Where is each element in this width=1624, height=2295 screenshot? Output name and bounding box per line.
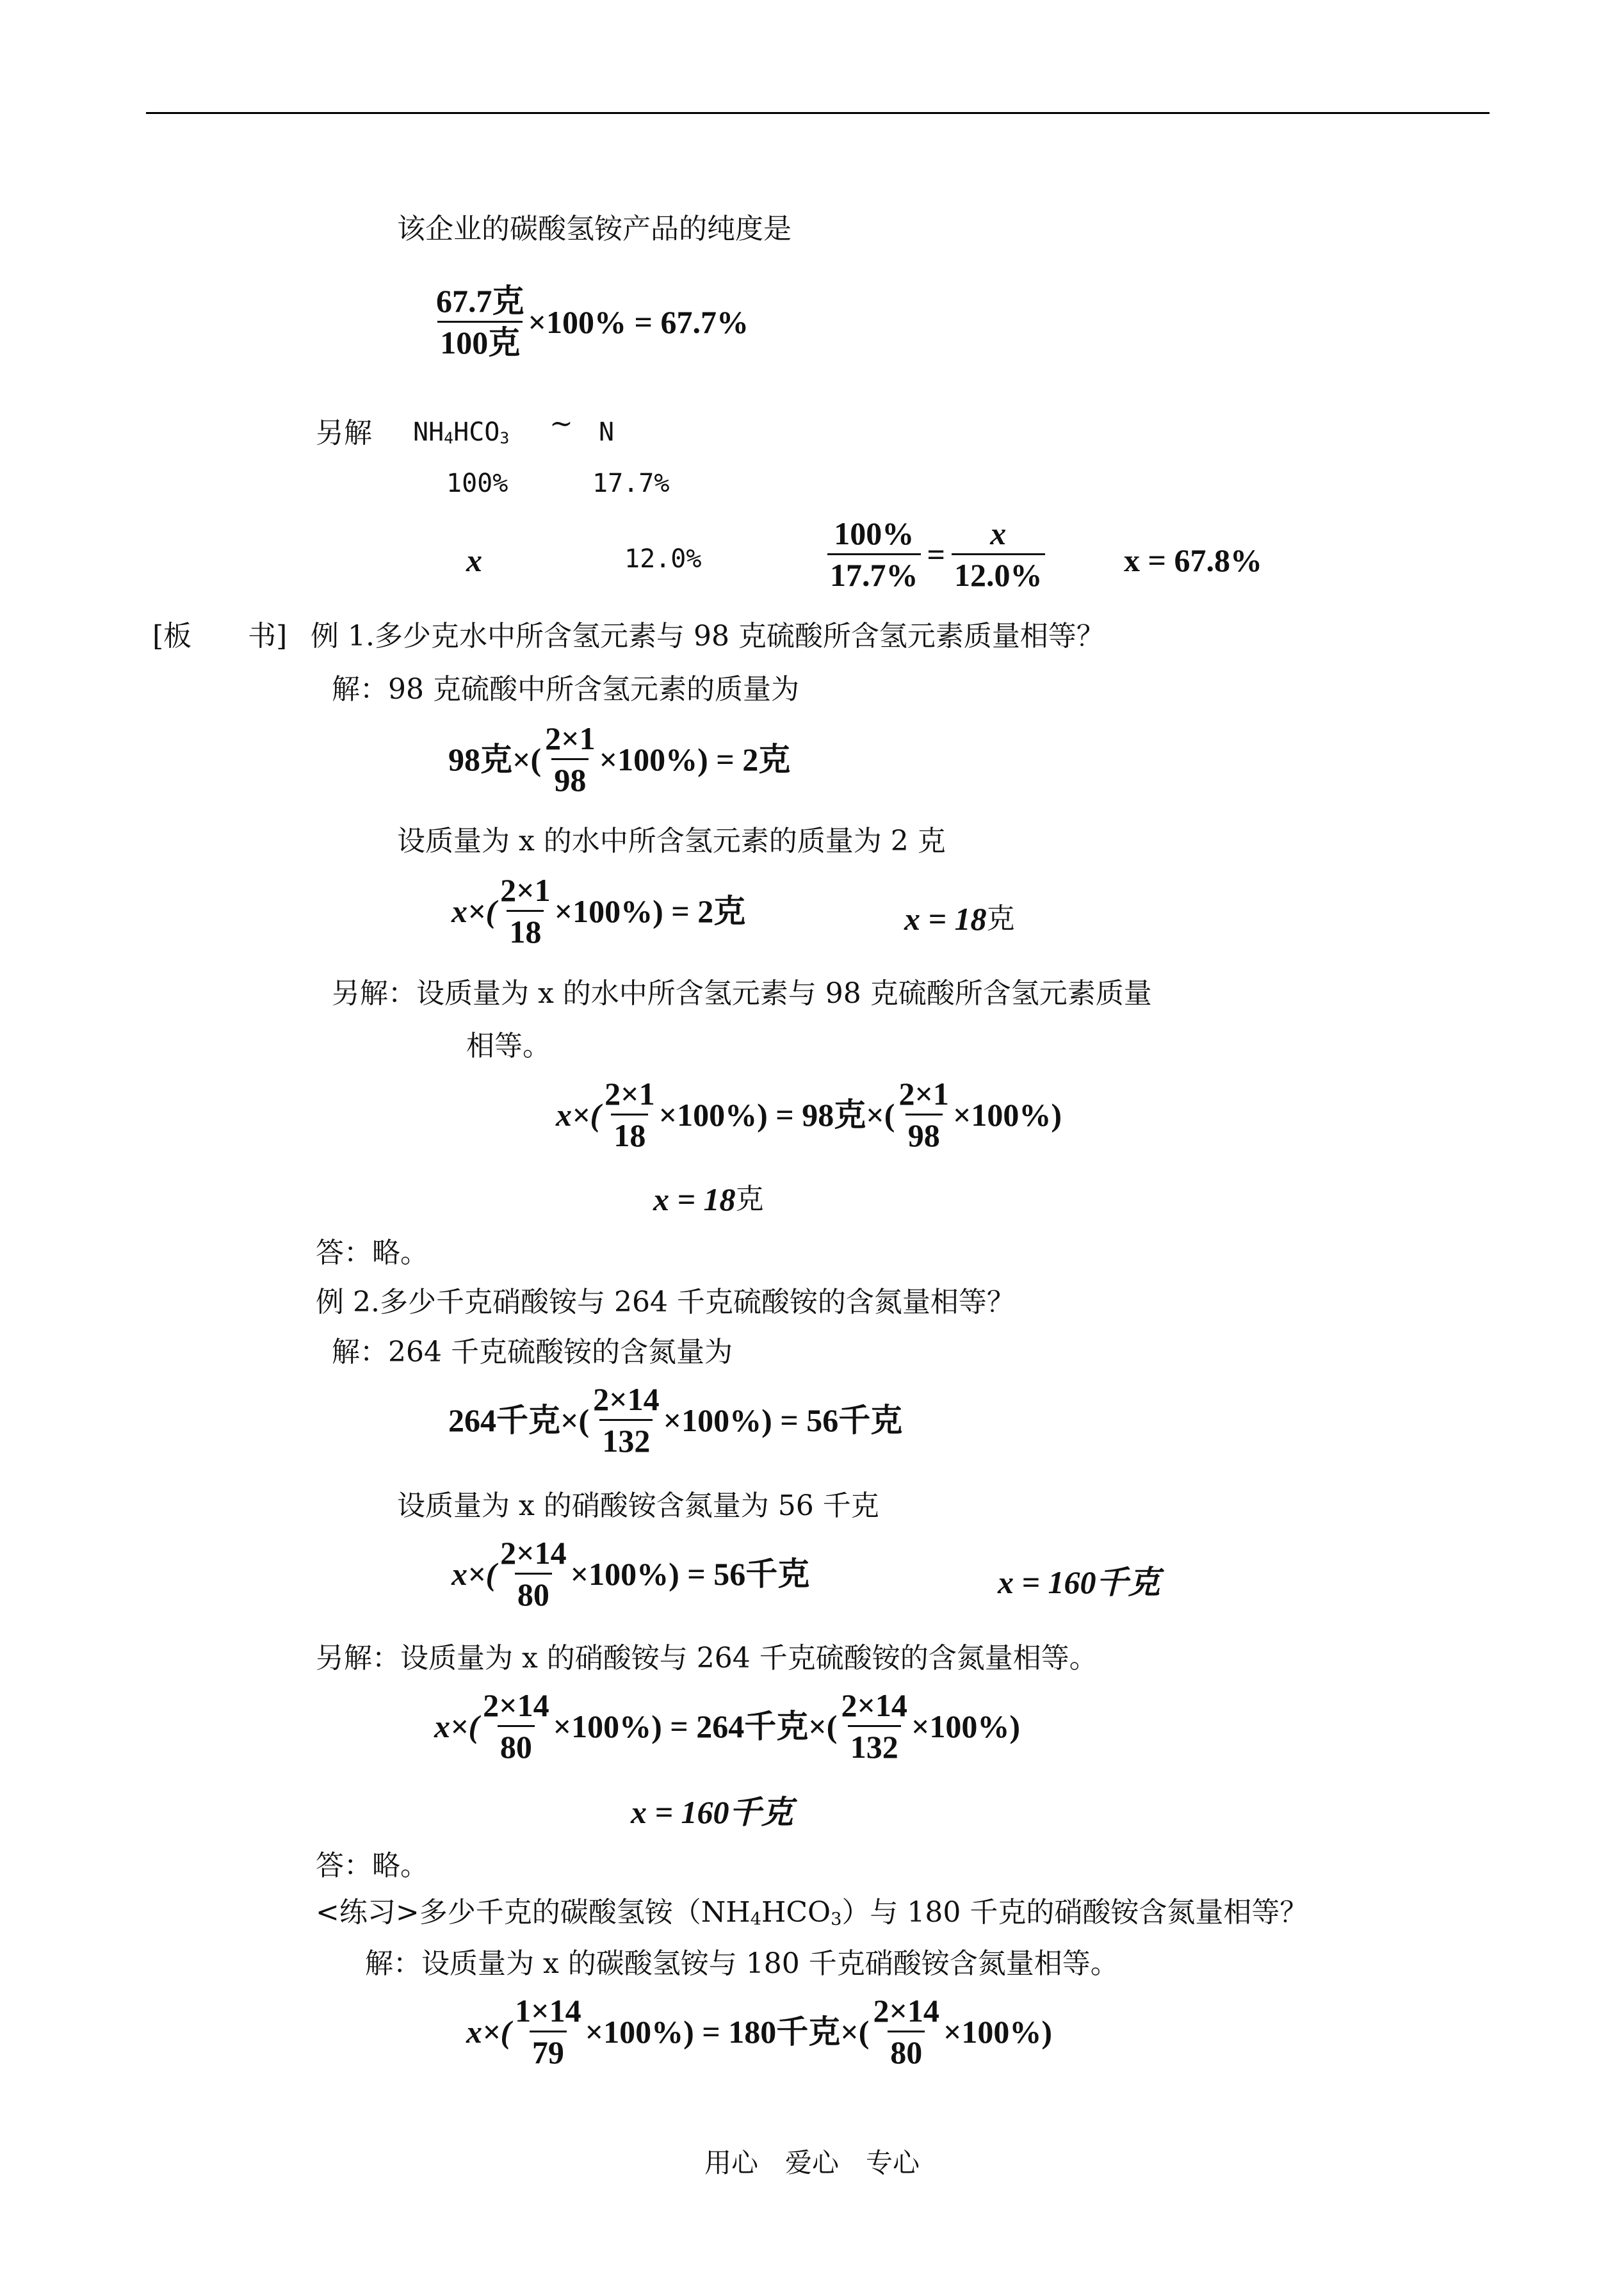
prop-den-b: 12.0% [952,553,1045,591]
prop-equals: = [927,536,945,572]
ex2-equation-b: x×( $\frac{2\times 14}{80}$ ×100%) = 56千克 [451,1535,810,1612]
ex2-result-c: x = 160千克 [631,1794,793,1830]
ex1-alt-line2: 相等。 [466,1030,551,1062]
practice-solution: 解：设质量为 x 的碳酸氢铵与 180 千克硝酸铵含氮量相等。 [365,1947,1119,1980]
ex1-equation-a: 98克×( $\frac{2\times 1}{98}$ ×100%) = 2克 [448,720,791,798]
ex1-question: 例 1.多少克水中所含氢元素与 98 克硫酸所含氢元素质量相等？ [311,620,1105,653]
percent-12-0: 12.0% [624,544,702,574]
ex2-alt-line: 另解：设质量为 x 的硝酸铵与 264 千克硫酸铵的含氮量相等。 [316,1642,1098,1675]
ex2-solution-intro: 解：264 千克硫酸铵的含氮量为 [332,1336,733,1368]
nh4hco3-formula: NH4HCO3 [413,418,510,448]
ex2-set-line: 设质量为 x 的硝酸铵含氮量为 56 千克 [397,1489,879,1522]
ex1-set-line: 设质量为 x 的水中所含氢元素的质量为 2 克 [397,825,946,857]
n-symbol: N [599,418,615,447]
ex2-answer: 答：略。 [316,1849,428,1882]
percent-100: 100% [446,469,508,498]
ex2-equation-c: x×( $\frac{2\times 14}{80}$ ×100%) = 264千克×( $\frac{2\times 14}{132}$ ×100%) [434,1687,1021,1765]
tilde-symbol: ~ [549,407,573,440]
purity-rest: ×100% = 67.7% [528,304,749,340]
purity-intro: 该企业的碳酸氢铵产品的纯度是 [397,213,792,245]
header-rule [146,112,1490,114]
ex1-result-c: x = 18 克 [653,1181,764,1217]
ex2-question: 例 2.多少千克硝酸铵与 264 千克硫酸铵的含氮量相等？ [316,1286,1015,1318]
alt1-proportion [826,517,1046,591]
purity-fraction [434,285,527,359]
purity-denominator: 100克 [437,321,523,359]
board-label: [板 书] [152,620,288,653]
practice-question: <练习>多少千克的碳酸氢铵（NH4HCO3）与 180 千克的硝酸铵含氮量相等？ [316,1896,1308,1929]
purity-equation [432,285,749,359]
percent-17-7: 17.7% [592,469,670,498]
ex1-answer: 答：略。 [316,1237,428,1269]
prop-num-a: 100% [834,515,914,551]
ex1-alt-line1: 另解：设质量为 x 的水中所含氢元素与 98 克硫酸所含氢元素质量 [332,977,1152,1010]
alt1-result: x = 67.8% [1124,542,1262,578]
ex1-equation-b: x×( $\frac{2\times 1}{18}$ ×100%) = 2克 [451,872,746,950]
page-footer: 用心 爱心 专心 [704,2147,920,2178]
ex2-result-b: x = 160千克 [998,1564,1160,1600]
alt1-x: x [466,542,482,578]
prop-num-b: x [990,515,1007,551]
practice-equation: x×( $\frac{1\times 14}{79}$ ×100%) = 180千克×( $\frac{2\times 14}{80}$ ×100%) [466,1993,1053,2070]
prop-den-a: 17.7% [827,553,921,591]
ex1-solution-intro: 解：98 克硫酸中所含氢元素的质量为 [332,673,799,706]
ex2-equation-a: 264千克×( $\frac{2\times 14}{132}$ ×100%) = 56千克 [448,1381,903,1459]
alt1-label: 另解 [316,417,372,450]
purity-numerator: 67.7克 [436,283,524,319]
ex1-equation-c: x×( $\frac{2\times 1}{18}$ ×100%) = 98克×( $\frac{2\times 1}{98}$ ×100%) [556,1076,1062,1153]
ex1-result-b: x = 18 克 [904,901,1015,937]
